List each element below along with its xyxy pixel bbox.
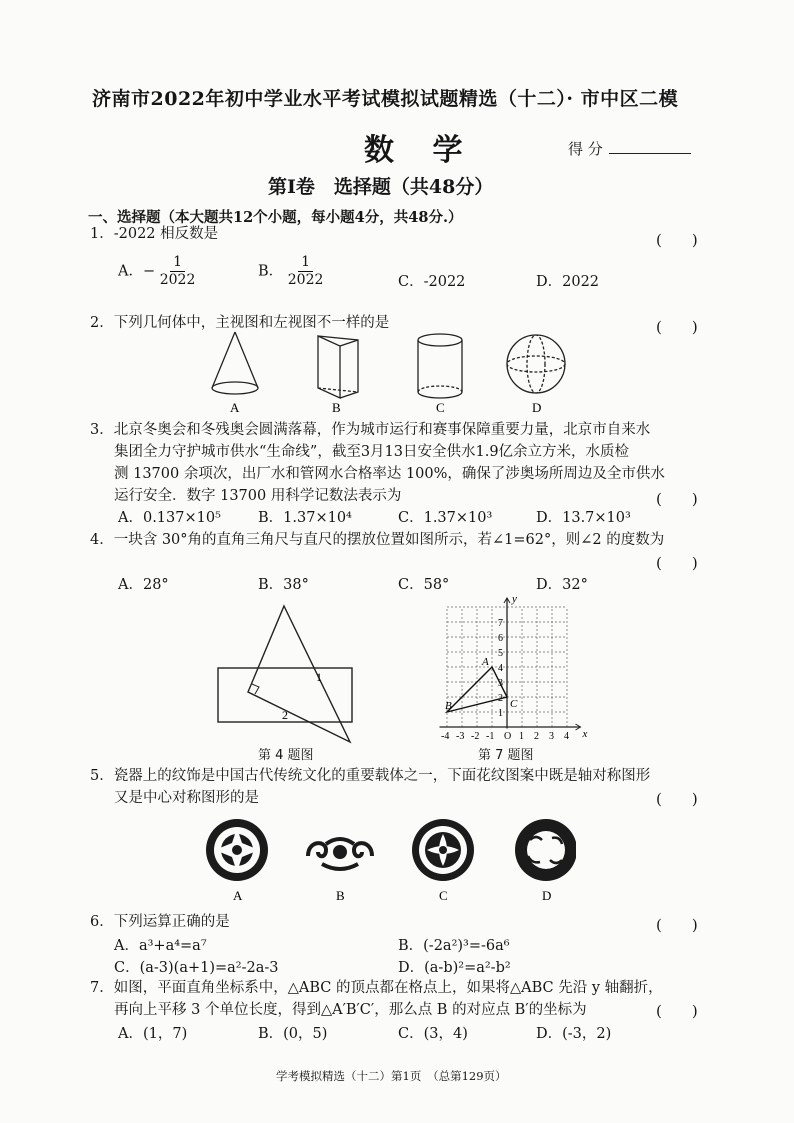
q3-option-b: B．1.37×10⁴ bbox=[258, 510, 352, 526]
q4-stem: 4．一块含 30°角的直角三角尺与直尺的摆放位置如图所示，若∠1=62°，则∠2 的度数为 bbox=[90, 532, 665, 548]
q2-label-b: B bbox=[332, 400, 341, 415]
cone-figure bbox=[212, 332, 258, 394]
q5-line-2: 又是中心对称图形的是 bbox=[114, 790, 259, 806]
q5-label-d: D bbox=[542, 888, 552, 903]
q4-figure-caption: 第 4 题图 bbox=[258, 748, 314, 763]
y-tick-label: 1 bbox=[498, 708, 503, 719]
q1-option-d: D．2022 bbox=[536, 274, 600, 290]
q4-answer-paren: ( ) bbox=[656, 554, 698, 572]
pattern-a bbox=[206, 819, 268, 881]
triangular-prism-figure bbox=[318, 336, 358, 398]
exam-title: 济南市2022年初中学业水平考试模拟试题精选（十二）· 市中区二模 bbox=[92, 88, 679, 110]
y-tick-label: 5 bbox=[498, 648, 503, 659]
section-title: 一、选择题（本大题共12个小题，每小题4分，共48分.） bbox=[88, 209, 463, 226]
x-tick-label: -2 bbox=[471, 731, 480, 742]
right-angle-mark bbox=[252, 684, 259, 694]
y-axis-label: y bbox=[512, 596, 517, 605]
q1-option-a-label: A．− bbox=[118, 263, 156, 280]
q7-option-b: B．(0，5) bbox=[258, 1026, 328, 1042]
x-axis-label: x bbox=[582, 728, 588, 740]
q1-a-denominator: 2022 bbox=[159, 272, 196, 288]
q1-a-numerator: 1 bbox=[170, 254, 185, 272]
q7-figure-caption: 第 7 题图 bbox=[478, 748, 534, 763]
q7-option-c: C．(3，4) bbox=[398, 1026, 468, 1042]
x-tick-label: 4 bbox=[564, 731, 569, 742]
q4-option-d: D．32° bbox=[536, 577, 588, 593]
y-tick-label: 3 bbox=[498, 678, 503, 689]
q6-option-b: B．(-2a²)³=-6a⁶ bbox=[398, 938, 510, 954]
y-tick-label: 6 bbox=[498, 633, 503, 644]
y-tick-label: 7 bbox=[498, 618, 503, 629]
q1-answer-paren: ( ) bbox=[656, 231, 698, 249]
cylinder-figure bbox=[418, 334, 462, 398]
q4-option-b: B．38° bbox=[258, 577, 309, 593]
q5-pattern-figure bbox=[196, 812, 576, 904]
q1-option-b-fraction bbox=[288, 254, 324, 289]
q4-ruler-triangle-figure bbox=[216, 602, 358, 746]
pattern-b bbox=[308, 839, 372, 869]
x-tick-label: -4 bbox=[441, 731, 450, 742]
q1-stem: 1．-2022 相反数是 bbox=[90, 226, 219, 242]
q1-option-c: C．-2022 bbox=[398, 274, 466, 290]
q5-label-a: A bbox=[233, 888, 243, 903]
q2-stem: 2．下列几何体中，主视图和左视图不一样的是 bbox=[90, 315, 390, 331]
q1-option-b-label: B． bbox=[258, 263, 284, 280]
angle-1-label: 1 bbox=[316, 670, 322, 684]
score-blank bbox=[609, 153, 691, 154]
x-tick-label: O bbox=[504, 731, 512, 742]
point-c-label: C bbox=[510, 698, 518, 710]
q2-answer-paren: ( ) bbox=[656, 318, 698, 336]
q6-stem: 6．下列运算正确的是 bbox=[90, 914, 230, 930]
q5-line-1: 5．瓷器上的纹饰是中国古代传统文化的重要载体之一，下面花纹图案中既是轴对称图形 bbox=[90, 768, 651, 784]
q1-b-denominator: 2022 bbox=[287, 272, 324, 288]
angle-2-label: 2 bbox=[282, 708, 288, 722]
q4-option-c: C．58° bbox=[398, 577, 450, 593]
q6-option-a: A．a³+a⁴=a⁷ bbox=[114, 938, 207, 954]
q2-label-d: D bbox=[532, 400, 542, 415]
q7-option-d: D．(-3，2) bbox=[536, 1026, 612, 1042]
q7-option-a: A．(1，7) bbox=[118, 1026, 188, 1042]
page-footer: 学考模拟精选（十二）第1页 （总第129页） bbox=[276, 1069, 507, 1083]
q3-option-a: A．0.137×10⁵ bbox=[118, 510, 221, 526]
x-tick-label: -1 bbox=[486, 731, 495, 742]
q7-coordinate-figure bbox=[430, 596, 592, 742]
q3-line-2: 集团全力守护城市供水“生命线”，截至3月13日安全供水1.9亿余立方米，水质检 bbox=[114, 444, 630, 460]
x-tick-label: 2 bbox=[534, 731, 539, 742]
q3-option-d: D．13.7×10³ bbox=[536, 510, 631, 526]
x-tick-label: 1 bbox=[519, 731, 524, 742]
y-tick-label: 4 bbox=[498, 663, 503, 674]
q3-answer-paren: ( ) bbox=[656, 490, 698, 508]
q3-line-4: 运行安全．数字 13700 用科学记数法表示为 bbox=[114, 488, 402, 504]
point-a-label: A bbox=[482, 656, 489, 668]
q3-line-3: 测 13700 余项次，出厂水和管网水合格率达 100%，确保了涉奥场所周边及全市供水 bbox=[114, 466, 665, 482]
q7-line-2: 再向上平移 3 个单位长度，得到△A′B′C′，那么点 B 的对应点 B′的坐标为 bbox=[114, 1002, 587, 1018]
x-tick-label: 3 bbox=[549, 731, 554, 742]
y-tick-label: 2 bbox=[498, 693, 503, 704]
q3-option-c: C．1.37×10³ bbox=[398, 510, 493, 526]
sphere-figure bbox=[507, 335, 565, 393]
q2-label-a: A bbox=[230, 400, 240, 415]
q1-option-b bbox=[258, 254, 323, 289]
pattern-c bbox=[412, 819, 474, 881]
point-b-label: B bbox=[445, 700, 452, 712]
q5-label-c: C bbox=[439, 888, 448, 903]
q7-line-1: 7．如图，平面直角坐标系中，△ABC 的顶点都在格点上，如果将△ABC 先沿 y 轴翻折， bbox=[90, 980, 663, 996]
q1-option-a bbox=[118, 254, 195, 289]
q5-answer-paren: ( ) bbox=[656, 790, 698, 808]
q3-line-1: 3．北京冬奥会和冬残奥会圆满落幕，作为城市运行和赛事保障重要力量，北京市自来水 bbox=[90, 422, 651, 438]
q6-answer-paren: ( ) bbox=[656, 916, 698, 934]
volume-title: 第Ⅰ卷 选择题（共48分） bbox=[268, 176, 494, 198]
q4-option-a: A．28° bbox=[118, 577, 169, 593]
q6-option-d: D．(a-b)²=a²-b² bbox=[398, 960, 511, 976]
x-tick-label: -3 bbox=[456, 731, 465, 742]
pattern-d bbox=[515, 819, 576, 881]
subject-title: 数 学 bbox=[364, 133, 477, 168]
q6-option-c: C．(a-3)(a+1)=a²-2a-3 bbox=[114, 960, 279, 976]
q5-label-b: B bbox=[336, 888, 345, 903]
q7-answer-paren: ( ) bbox=[656, 1002, 698, 1020]
q2-solids-figure bbox=[200, 330, 580, 416]
q1-option-a-fraction bbox=[160, 254, 196, 289]
score-label: 得 分 bbox=[568, 140, 603, 158]
q2-label-c: C bbox=[436, 400, 445, 415]
q1-b-numerator: 1 bbox=[298, 254, 313, 272]
score-field bbox=[568, 138, 691, 159]
